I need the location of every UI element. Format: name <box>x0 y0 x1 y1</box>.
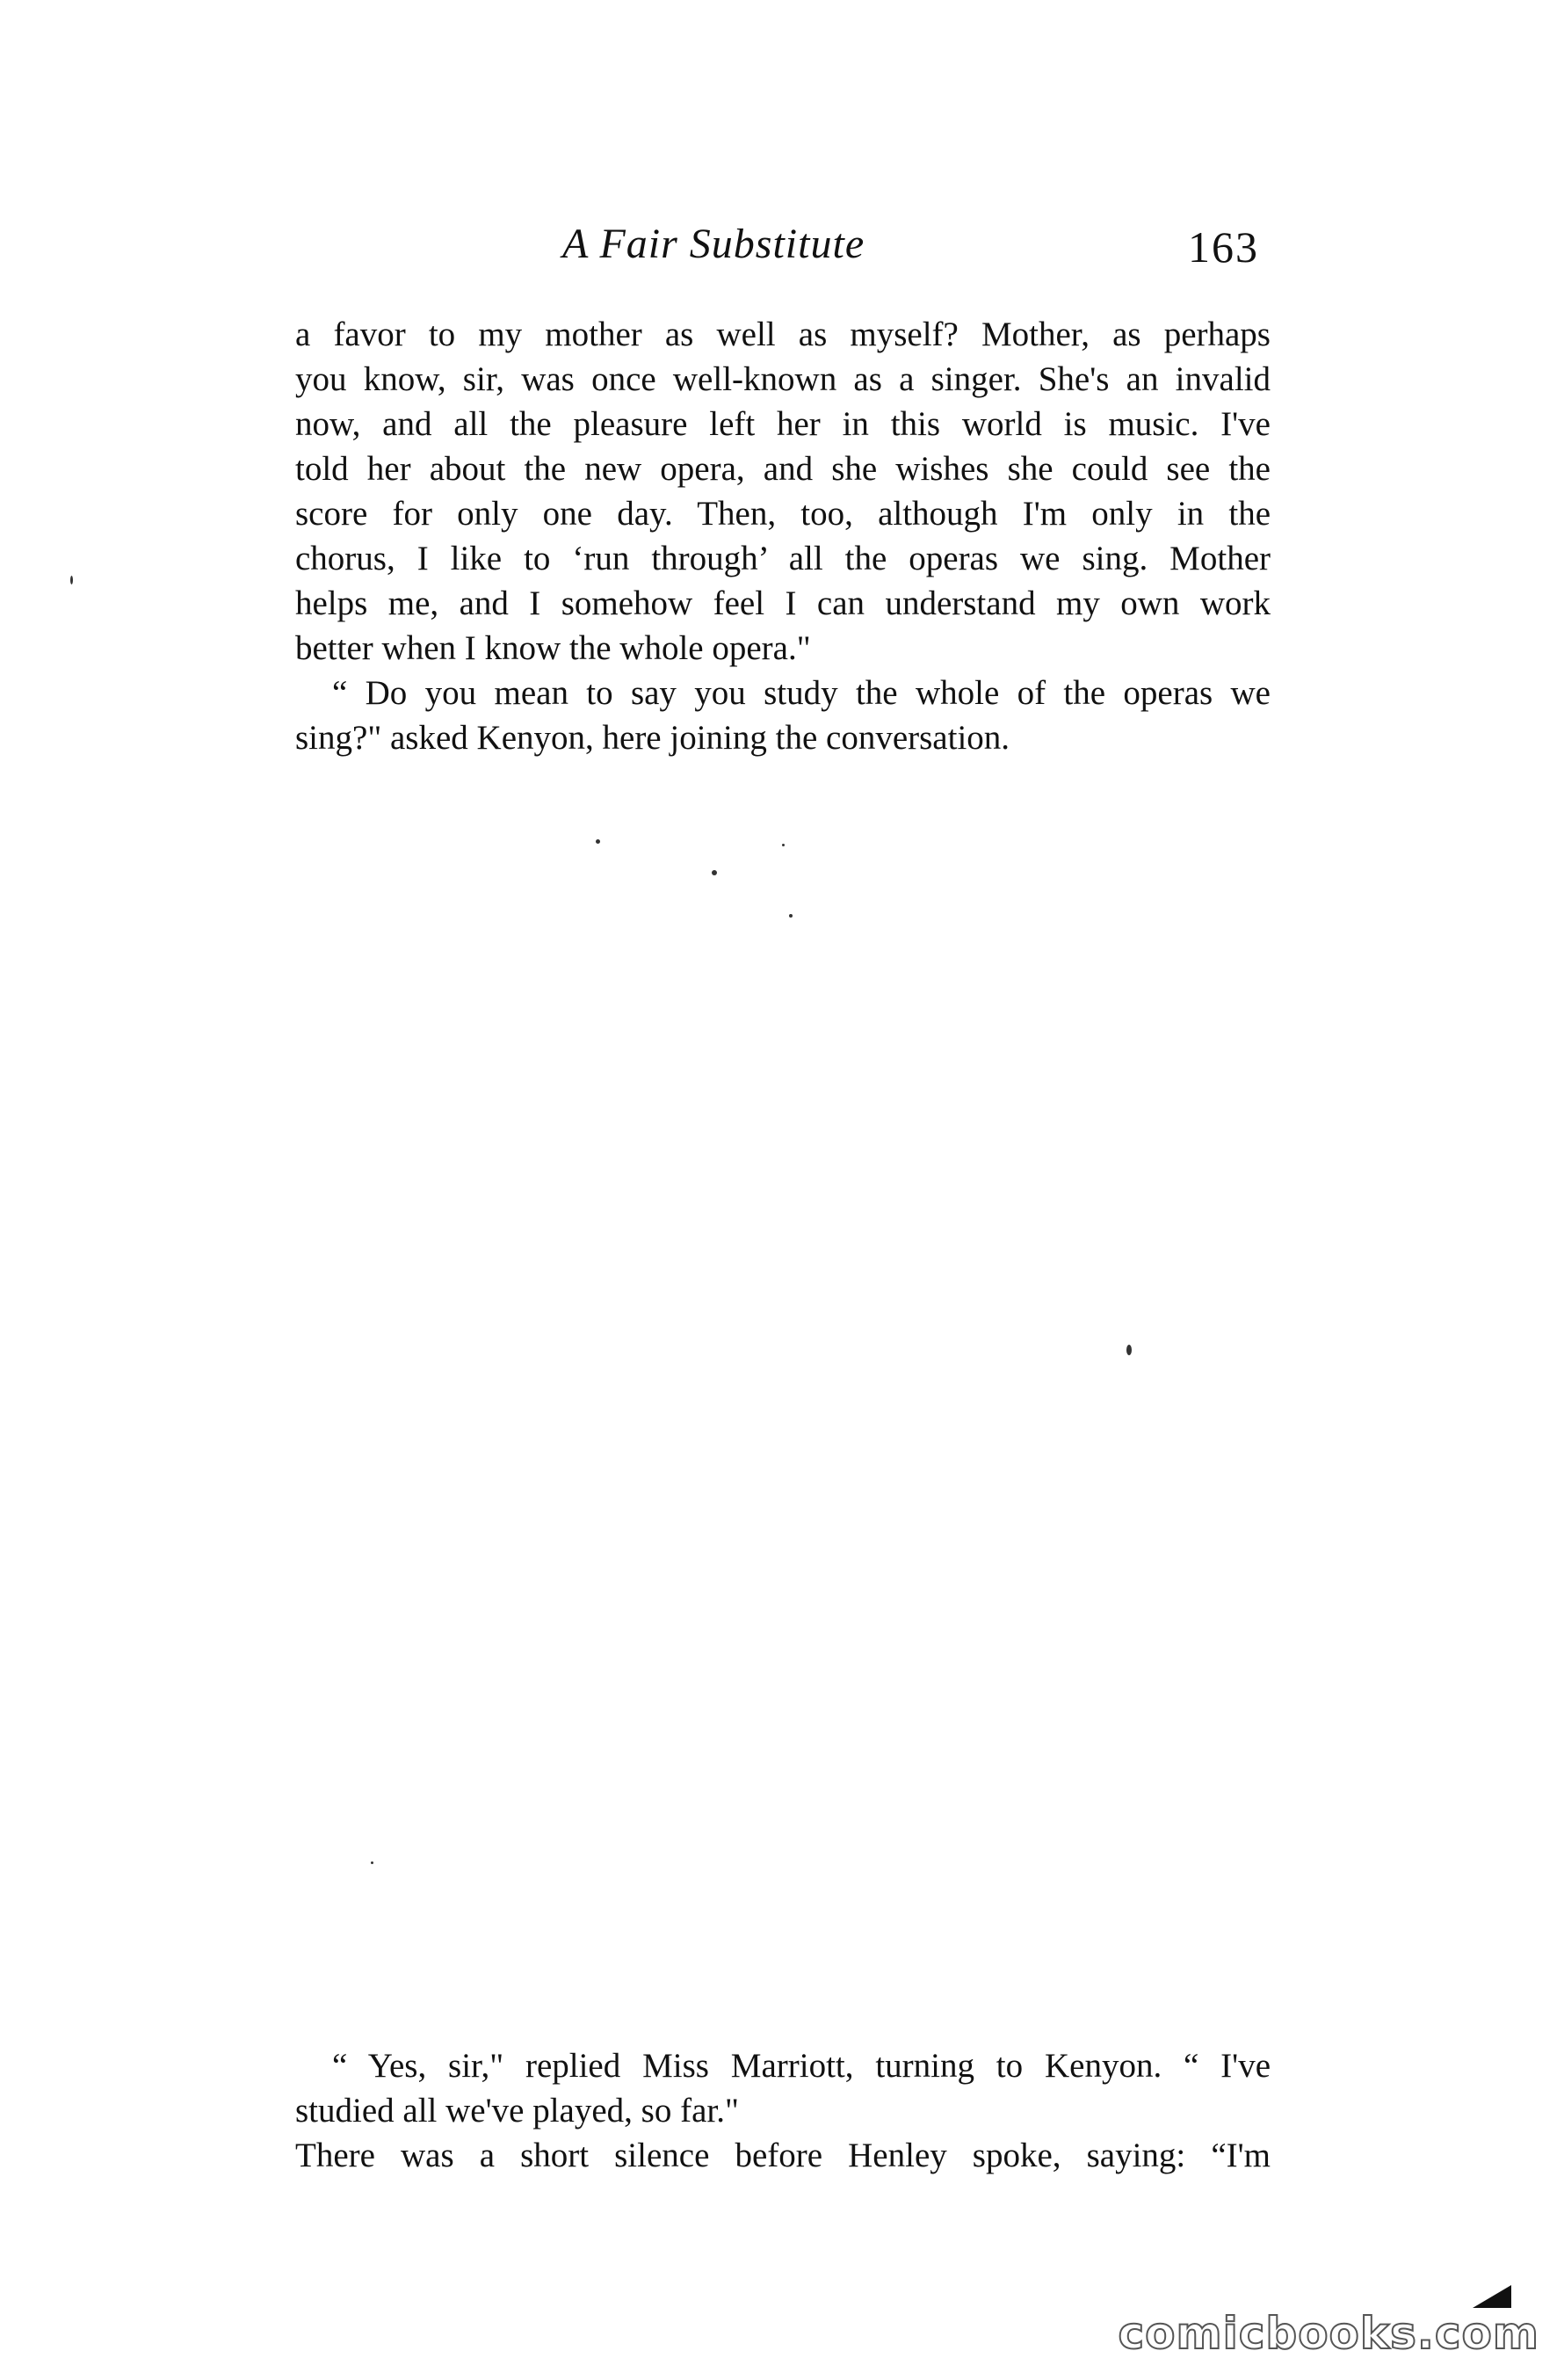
text-line: There was a short silence before Henley spoke, saying: “I'm <box>295 2137 1271 2174</box>
text-line: helps me, and I somehow feel I can understand my own work <box>295 584 1271 622</box>
scan-speck <box>789 914 793 918</box>
text-line: now, and all the pleasure left her in this world is music. I've <box>295 405 1271 443</box>
text-block-top <box>295 312 1271 760</box>
text-line: a favor to my mother as well as myself? Mother, as perhaps <box>295 316 1271 353</box>
text-line: you know, sir, was once well-known as a singer. She's an invalid <box>295 360 1271 398</box>
scan-speck <box>1126 1345 1132 1355</box>
scan-speck <box>596 839 600 844</box>
text-line: “ Do you mean to say you study the whole of the operas we <box>332 674 1271 712</box>
watermark-arrow-icon <box>1473 2285 1511 2308</box>
text-line: studied all we've played, so far." <box>295 2092 739 2130</box>
page-number: 163 <box>1188 222 1259 272</box>
scan-speck <box>712 870 717 875</box>
text-block-bottom <box>295 2043 1271 2178</box>
text-line: score for only one day. Then, too, although I'm only in the <box>295 495 1271 533</box>
text-line: chorus, I like to ‘run through’ all the operas we sing. Mother <box>295 540 1271 577</box>
text-line: better when I know the whole opera." <box>295 629 811 667</box>
text-line: told her about the new opera, and she wishes she could see the <box>295 450 1271 488</box>
running-head-title: A Fair Substitute <box>562 221 865 267</box>
text-line: sing?" asked Kenyon, here joining the conversation. <box>295 719 1010 757</box>
watermark-text: comicbooks.com <box>1118 2308 1539 2359</box>
text-line: “ Yes, sir," replied Miss Marriott, turning to Kenyon. “ I've <box>332 2047 1271 2085</box>
scan-speck <box>782 844 785 846</box>
scan-speck <box>70 576 73 584</box>
scan-speck <box>371 1861 373 1864</box>
